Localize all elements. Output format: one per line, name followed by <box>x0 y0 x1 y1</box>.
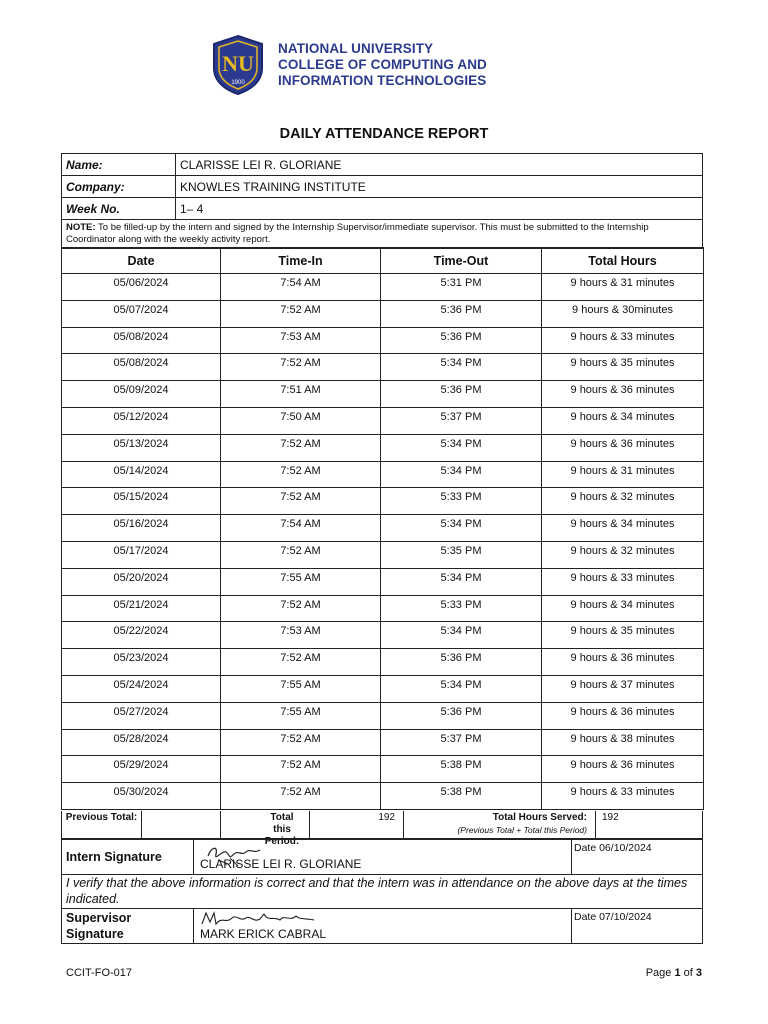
hours-served-label: Total Hours Served: <box>492 812 587 823</box>
page-total: 3 <box>695 967 702 979</box>
date-cell: 05/17/2024 <box>62 541 221 568</box>
time-out-cell: 5:34 PM <box>381 354 542 381</box>
time-out-cell: 5:36 PM <box>381 381 542 408</box>
intern-info-table <box>61 153 703 249</box>
date-cell: 05/16/2024 <box>62 515 221 542</box>
time-out-cell: 5:36 PM <box>381 702 542 729</box>
intern-name: CLARISSE LEI R. GLORIANE <box>200 857 362 871</box>
page-of: of <box>680 967 696 979</box>
time-in-cell: 7:52 AM <box>221 783 381 810</box>
time-in-cell: 7:55 AM <box>221 702 381 729</box>
time-out-cell: 5:38 PM <box>381 756 542 783</box>
table-row <box>62 434 704 461</box>
verification-statement: I verify that the above information is correct and that the intern was in attendance on the above days at the times indicated. <box>61 874 703 909</box>
institution-line-2: COLLEGE OF COMPUTING AND <box>278 57 487 72</box>
time-out-cell: 5:37 PM <box>381 729 542 756</box>
time-out-cell: 5:35 PM <box>381 541 542 568</box>
time-out-cell: 5:33 PM <box>381 488 542 515</box>
total-hours-cell: 9 hours & 32 minutes <box>542 488 704 515</box>
supervisor-label-line-2: Signature <box>66 927 124 941</box>
time-in-cell: 7:50 AM <box>221 407 381 434</box>
form-code: CCIT-FO-017 <box>66 967 133 979</box>
name-value: CLARISSE LEI R. GLORIANE <box>176 154 703 176</box>
date-cell: 05/08/2024 <box>62 354 221 381</box>
table-row <box>62 488 704 515</box>
table-row <box>62 327 704 354</box>
institution-header <box>210 34 487 96</box>
company-label: Company: <box>62 176 176 198</box>
note-label: NOTE: <box>66 222 96 233</box>
time-in-cell: 7:52 AM <box>221 488 381 515</box>
date-cell: 05/20/2024 <box>62 568 221 595</box>
total-hours-cell: 9 hours & 31 minutes <box>542 461 704 488</box>
total-hours-cell: 9 hours & 36 minutes <box>542 702 704 729</box>
total-hours-cell: 9 hours & 33 minutes <box>542 783 704 810</box>
time-out-cell: 5:34 PM <box>381 675 542 702</box>
table-row <box>62 783 704 810</box>
week-label: Week No. <box>62 198 176 220</box>
date-cell: 05/29/2024 <box>62 756 221 783</box>
time-in-cell: 7:53 AM <box>221 327 381 354</box>
total-hours-cell: 9 hours & 37 minutes <box>542 675 704 702</box>
time-out-cell: 5:34 PM <box>381 568 542 595</box>
week-row <box>62 198 703 220</box>
total-hours-cell: 9 hours & 34 minutes <box>542 407 704 434</box>
total-hours-cell: 9 hours & 34 minutes <box>542 515 704 542</box>
date-cell: 05/08/2024 <box>62 327 221 354</box>
date-cell: 05/15/2024 <box>62 488 221 515</box>
name-label: Name: <box>62 154 176 176</box>
page-word: Page <box>645 967 675 979</box>
total-hours-cell: 9 hours & 36 minutes <box>542 381 704 408</box>
total-hours-cell: 9 hours & 30minutes <box>542 300 704 327</box>
note-row <box>62 220 703 249</box>
col-header-date: Date <box>62 248 221 274</box>
intern-signature-label: Intern Signature <box>62 840 194 874</box>
table-row <box>62 407 704 434</box>
time-in-cell: 7:52 AM <box>221 729 381 756</box>
time-out-cell: 5:37 PM <box>381 407 542 434</box>
date-cell: 05/07/2024 <box>62 300 221 327</box>
this-period-value: 192 <box>310 811 404 838</box>
time-out-cell: 5:34 PM <box>381 622 542 649</box>
table-row <box>62 274 704 301</box>
date-cell: 05/27/2024 <box>62 702 221 729</box>
totals-row <box>61 811 703 847</box>
table-row <box>62 541 704 568</box>
time-in-cell: 7:55 AM <box>221 675 381 702</box>
report-title: DAILY ATTENDANCE REPORT <box>279 126 489 142</box>
time-out-cell: 5:36 PM <box>381 327 542 354</box>
total-hours-cell: 9 hours & 31 minutes <box>542 274 704 301</box>
hours-served-note: (Previous Total + Total this Period) <box>457 825 587 835</box>
total-hours-cell: 9 hours & 33 minutes <box>542 568 704 595</box>
company-value: KNOWLES TRAINING INSTITUTE <box>176 176 703 198</box>
time-in-cell: 7:52 AM <box>221 595 381 622</box>
date-cell: 05/13/2024 <box>62 434 221 461</box>
table-row <box>62 595 704 622</box>
time-in-cell: 7:54 AM <box>221 515 381 542</box>
col-header-time-out: Time-Out <box>381 248 542 274</box>
time-in-cell: 7:52 AM <box>221 354 381 381</box>
table-row <box>62 702 704 729</box>
previous-total-label: Previous Total: <box>62 811 142 838</box>
total-hours-cell: 9 hours & 36 minutes <box>542 649 704 676</box>
university-seal-icon <box>210 34 266 96</box>
time-out-cell: 5:38 PM <box>381 783 542 810</box>
intern-signature-date: Date 06/10/2024 <box>574 842 652 854</box>
this-period-label: Total this Period: <box>221 811 310 838</box>
total-hours-cell: 9 hours & 36 minutes <box>542 756 704 783</box>
time-in-cell: 7:52 AM <box>221 461 381 488</box>
time-in-cell: 7:52 AM <box>221 300 381 327</box>
supervisor-label-line-1: Supervisor <box>66 911 132 925</box>
institution-line-3: INFORMATION TECHNOLOGIES <box>278 73 487 88</box>
table-row <box>62 381 704 408</box>
time-in-cell: 7:54 AM <box>221 274 381 301</box>
total-hours-cell: 9 hours & 38 minutes <box>542 729 704 756</box>
col-header-time-in: Time-In <box>221 248 381 274</box>
time-out-cell: 5:36 PM <box>381 300 542 327</box>
institution-line-1: NATIONAL UNIVERSITY <box>278 41 434 56</box>
total-hours-cell: 9 hours & 32 minutes <box>542 541 704 568</box>
table-row <box>62 515 704 542</box>
time-out-cell: 5:33 PM <box>381 595 542 622</box>
attendance-header-row <box>62 248 704 274</box>
name-row <box>62 154 703 176</box>
time-in-cell: 7:51 AM <box>221 381 381 408</box>
page-indicator <box>646 967 702 979</box>
date-cell: 05/06/2024 <box>62 274 221 301</box>
time-in-cell: 7:52 AM <box>221 756 381 783</box>
company-row <box>62 176 703 198</box>
table-row <box>62 300 704 327</box>
date-cell: 05/12/2024 <box>62 407 221 434</box>
date-cell: 05/09/2024 <box>62 381 221 408</box>
logo-monogram: NU <box>222 51 254 76</box>
time-out-cell: 5:36 PM <box>381 649 542 676</box>
date-cell: 05/28/2024 <box>62 729 221 756</box>
note-cell <box>62 220 703 249</box>
week-value: 1– 4 <box>176 198 703 220</box>
time-out-cell: 5:34 PM <box>381 515 542 542</box>
date-cell: 05/14/2024 <box>62 461 221 488</box>
date-cell: 05/24/2024 <box>62 675 221 702</box>
total-hours-cell: 9 hours & 36 minutes <box>542 434 704 461</box>
table-row <box>62 568 704 595</box>
supervisor-name: MARK ERICK CABRAL <box>200 927 327 941</box>
attendance-table <box>61 247 704 810</box>
total-hours-cell: 9 hours & 35 minutes <box>542 354 704 381</box>
table-row <box>62 354 704 381</box>
time-in-cell: 7:52 AM <box>221 649 381 676</box>
date-cell: 05/30/2024 <box>62 783 221 810</box>
table-row <box>62 675 704 702</box>
time-out-cell: 5:34 PM <box>381 461 542 488</box>
total-hours-cell: 9 hours & 35 minutes <box>542 622 704 649</box>
supervisor-signature-row <box>61 909 703 944</box>
table-row <box>62 622 704 649</box>
time-in-cell: 7:55 AM <box>221 568 381 595</box>
supervisor-signature-date: Date 07/10/2024 <box>574 911 652 923</box>
supervisor-signature-scribble <box>198 910 318 928</box>
table-row <box>62 649 704 676</box>
page-number: 1 <box>674 967 681 979</box>
intern-signature-row <box>61 839 703 875</box>
total-hours-cell: 9 hours & 33 minutes <box>542 327 704 354</box>
table-row <box>62 756 704 783</box>
table-row <box>62 461 704 488</box>
table-row <box>62 729 704 756</box>
date-cell: 05/23/2024 <box>62 649 221 676</box>
date-cell: 05/21/2024 <box>62 595 221 622</box>
time-out-cell: 5:31 PM <box>381 274 542 301</box>
hours-served-value: 192 <box>602 812 619 823</box>
time-out-cell: 5:34 PM <box>381 434 542 461</box>
time-in-cell: 7:53 AM <box>221 622 381 649</box>
note-text: To be filled-up by the intern and signed by the Internship Supervisor/immediate supervisor. This must be submitted to the Internship Coordinator along with the weekly activity report. <box>66 222 649 245</box>
time-in-cell: 7:52 AM <box>221 541 381 568</box>
time-in-cell: 7:52 AM <box>221 434 381 461</box>
date-cell: 05/22/2024 <box>62 622 221 649</box>
total-hours-cell: 9 hours & 34 minutes <box>542 595 704 622</box>
logo-year: 1900 <box>231 80 245 86</box>
col-header-total-hours: Total Hours <box>542 248 704 274</box>
previous-total-value <box>142 811 221 838</box>
